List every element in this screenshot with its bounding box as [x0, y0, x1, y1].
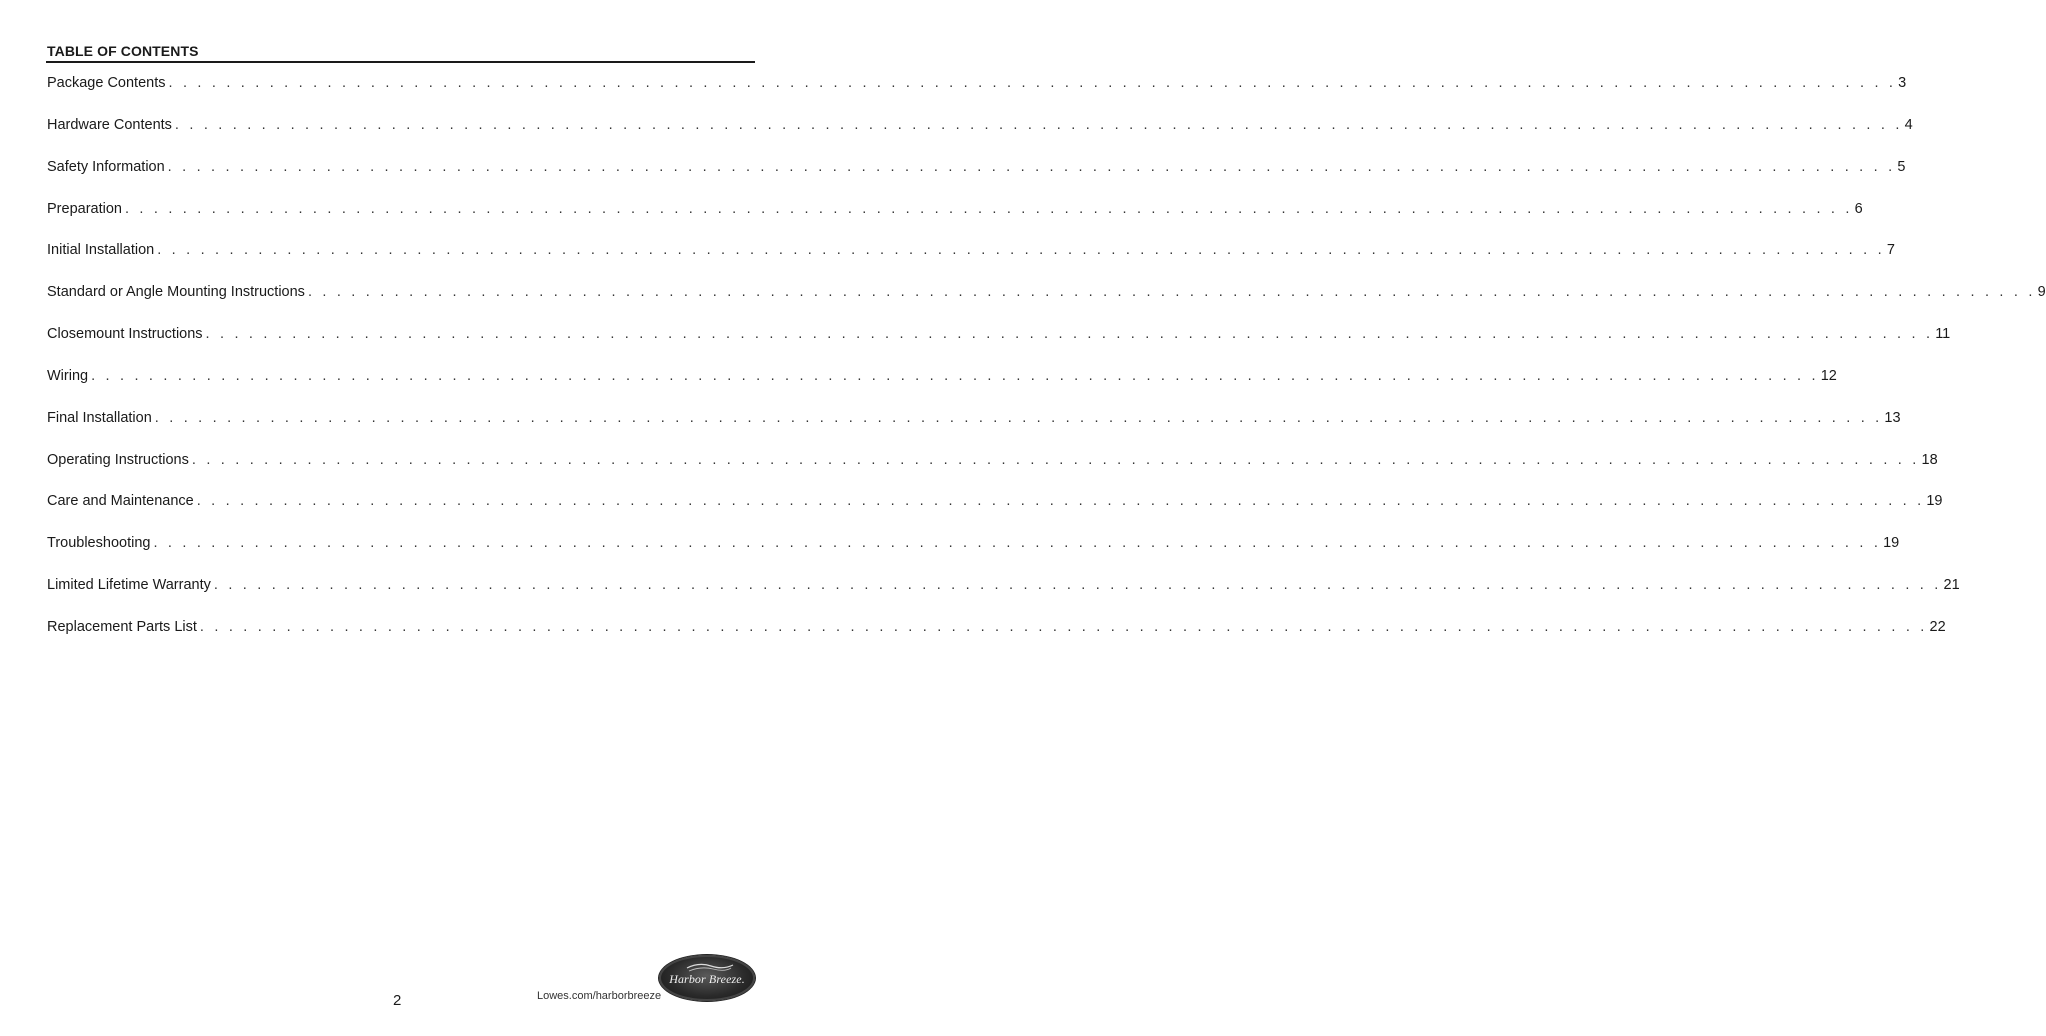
logo-text: Harbor Breeze. [669, 972, 745, 986]
toc-entry[interactable] [47, 366, 1837, 408]
dot-leader: . . . . . . . . . . . . . . . . . . . . . . . . . . . . . . . . . . . . . . . . . . . . . . . . . . . . . . . . . . . . . . . . . . . . . . . . . . . . . . . . . . . . . . . . . . . . . . . . . . . . . . . . . . . . . . . . . . . . . . . . [91, 367, 1819, 384]
toc-list [47, 73, 2046, 659]
toc-entry-page: 22 [1929, 618, 1946, 635]
toc-entry[interactable] [47, 575, 1960, 617]
toc-entry-title: Operating Instructions [47, 451, 189, 468]
toc-entry-page: 21 [1943, 577, 1960, 594]
toc-entry[interactable] [47, 282, 2046, 324]
dot-leader: . . . . . . . . . . . . . . . . . . . . . . . . . . . . . . . . . . . . . . . . . . . . . . . . . . . . . . . . . . . . . . . . . . . . . . . . . . . . . . . . . . . . . . . . . . . . . . . . . . . . . . . . . . . . . . . . . . . . . . . . [307, 284, 2036, 301]
toc-entry-title: Limited Lifetime Warranty [47, 577, 211, 594]
dot-leader: . . . . . . . . . . . . . . . . . . . . . . . . . . . . . . . . . . . . . . . . . . . . . . . . . . . . . . . . . . . . . . . . . . . . . . . . . . . . . . . . . . . . . . . . . . . . . . . . . . . . . . . . . . . . . . . . . . . . . . . . [191, 451, 1920, 468]
toc-entry-title: Care and Maintenance [47, 493, 194, 510]
harbor-breeze-logo [659, 955, 755, 1001]
toc-entry-title: Package Contents [47, 75, 166, 91]
toc-entry-title: Initial Installation [47, 242, 155, 259]
toc-entry-page: 6 [1854, 200, 1863, 217]
toc-entry-title: Standard or Angle Mounting Instructions [47, 284, 305, 301]
dot-leader: . . . . . . . . . . . . . . . . . . . . . . . . . . . . . . . . . . . . . . . . . . . . . . . . . . . . . . . . . . . . . . . . . . . . . . . . . . . . . . . . . . . . . . . . . . . . . . . . . . . . . . . . . . . . . . . . . . . . . . . . [167, 158, 1896, 175]
toc-entry-page: 9 [2037, 284, 2046, 301]
toc-entry-title: Troubleshooting [47, 535, 151, 552]
toc-entry-title: Preparation [47, 200, 122, 217]
dot-leader: . . . . . . . . . . . . . . . . . . . . . . . . . . . . . . . . . . . . . . . . . . . . . . . . . . . . . . . . . . . . . . . . . . . . . . . . . . . . . . . . . . . . . . . . . . . . . . . . . . . . . . . . . . . . . . . . . . . . . . . . [124, 200, 1853, 217]
toc-entry-title: Wiring [47, 367, 89, 384]
dot-leader: . . . . . . . . . . . . . . . . . . . . . . . . . . . . . . . . . . . . . . . . . . . . . . . . . . . . . . . . . . . . . . . . . . . . . . . . . . . . . . . . . . . . . . . . . . . . . . . . . . . . . . . . . . . . . . . . . . . . . . . . [168, 75, 1897, 91]
toc-entry-page: 18 [1921, 451, 1938, 468]
toc-entry-title: Safety Information [47, 158, 165, 175]
toc-entry[interactable] [47, 533, 1900, 575]
dot-leader: . . . . . . . . . . . . . . . . . . . . . . . . . . . . . . . . . . . . . . . . . . . . . . . . . . . . . . . . . . . . . . . . . . . . . . . . . . . . . . . . . . . . . . . . . . . . . . . . . . . . . . . . . . . . . . . . . . . . . . . . [199, 618, 1928, 635]
toc-entry-page: 4 [1904, 116, 1913, 133]
toc-entry[interactable] [47, 115, 1913, 157]
dot-leader: . . . . . . . . . . . . . . . . . . . . . . . . . . . . . . . . . . . . . . . . . . . . . . . . . . . . . . . . . . . . . . . . . . . . . . . . . . . . . . . . . . . . . . . . . . . . . . . . . . . . . . . . . . . . . . . . . . . . . . . . [153, 535, 1882, 552]
toc-entry-page: 12 [1820, 367, 1837, 384]
toc-entry[interactable] [47, 617, 1946, 659]
toc-entry-page: 19 [1926, 493, 1943, 510]
page-number: 2 [393, 992, 402, 1009]
toc-entry-page: 7 [1886, 242, 1895, 259]
toc-entry[interactable] [47, 240, 1895, 282]
dot-leader: . . . . . . . . . . . . . . . . . . . . . . . . . . . . . . . . . . . . . . . . . . . . . . . . . . . . . . . . . . . . . . . . . . . . . . . . . . . . . . . . . . . . . . . . . . . . . . . . . . . . . . . . . . . . . . . . . . . . . . . . [213, 577, 1942, 594]
dot-leader: . . . . . . . . . . . . . . . . . . . . . . . . . . . . . . . . . . . . . . . . . . . . . . . . . . . . . . . . . . . . . . . . . . . . . . . . . . . . . . . . . . . . . . . . . . . . . . . . . . . . . . . . . . . . . . . . . . . . . . . . [205, 326, 1934, 343]
dot-leader: . . . . . . . . . . . . . . . . . . . . . . . . . . . . . . . . . . . . . . . . . . . . . . . . . . . . . . . . . . . . . . . . . . . . . . . . . . . . . . . . . . . . . . . . . . . . . . . . . . . . . . . . . . . . . . . . . . . . . . . . [196, 493, 1925, 510]
toc-entry[interactable] [47, 491, 1943, 533]
footer-website[interactable]: Lowes.com/harborbreeze [537, 990, 662, 1002]
toc-entry-title: Final Installation [47, 409, 152, 426]
toc-entry[interactable] [47, 199, 1863, 241]
toc-entry-title: Hardware Contents [47, 116, 172, 133]
toc-entry[interactable] [47, 324, 1951, 366]
dot-leader: . . . . . . . . . . . . . . . . . . . . . . . . . . . . . . . . . . . . . . . . . . . . . . . . . . . . . . . . . . . . . . . . . . . . . . . . . . . . . . . . . . . . . . . . . . . . . . . . . . . . . . . . . . . . . . . . . . . . . . . . [154, 409, 1883, 426]
toc-entry-page: 5 [1897, 158, 1906, 175]
toc-entry-title: Replacement Parts List [47, 618, 197, 635]
toc-entry[interactable] [47, 73, 1907, 115]
dot-leader: . . . . . . . . . . . . . . . . . . . . . . . . . . . . . . . . . . . . . . . . . . . . . . . . . . . . . . . . . . . . . . . . . . . . . . . . . . . . . . . . . . . . . . . . . . . . . . . . . . . . . . . . . . . . . . . . . . . . . . . . [174, 116, 1903, 133]
toc-entry-page: 13 [1884, 409, 1901, 426]
dot-leader: . . . . . . . . . . . . . . . . . . . . . . . . . . . . . . . . . . . . . . . . . . . . . . . . . . . . . . . . . . . . . . . . . . . . . . . . . . . . . . . . . . . . . . . . . . . . . . . . . . . . . . . . . . . . . . . . . . . . . . . . [157, 242, 1885, 259]
toc-entry-title: Closemount Instructions [47, 326, 203, 343]
toc-entry-page: 3 [1898, 75, 1907, 91]
toc-heading: TABLE OF CONTENTS [47, 43, 199, 59]
toc-entry-page: 19 [1883, 535, 1900, 552]
toc-entry[interactable] [47, 157, 1906, 199]
toc-entry[interactable] [47, 450, 1938, 492]
toc-entry[interactable] [47, 408, 1901, 450]
heading-divider [46, 61, 755, 63]
toc-entry-page: 11 [1935, 326, 1951, 343]
